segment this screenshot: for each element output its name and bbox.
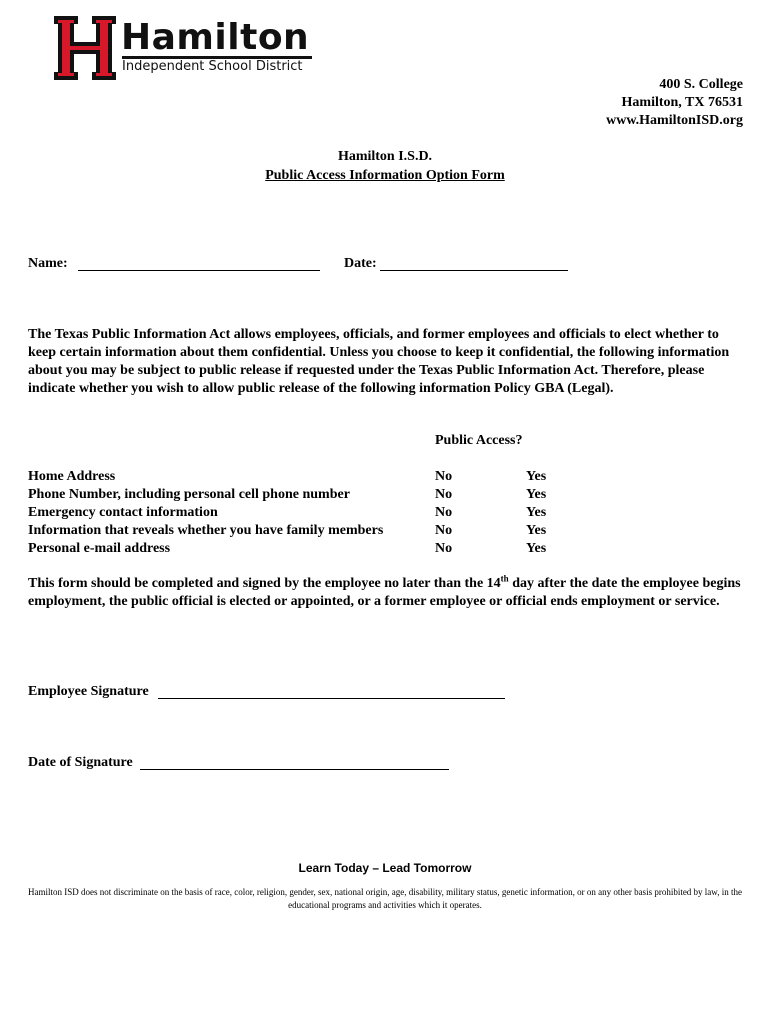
information-items <box>28 468 588 558</box>
option-yes[interactable]: Yes <box>526 505 547 520</box>
option-no[interactable]: No <box>435 523 453 538</box>
title-form-name: Public Access Information Option Form <box>265 168 505 183</box>
public-access-heading: Public Access? <box>435 433 523 448</box>
date-label: Date: <box>344 256 377 271</box>
address-street: 400 S. College <box>659 77 743 92</box>
footer-motto: Learn Today – Lead Tomorrow <box>298 861 472 875</box>
address-block <box>606 76 743 130</box>
address-city: Hamilton, TX 76531 <box>621 95 743 110</box>
completion-text-start: This form should be completed and signed by the employee no later than the 14 <box>28 576 501 591</box>
date-of-signature-label: Date of Signature <box>28 755 133 770</box>
completion-text-end: day after the date the employee begins employment, the public official is elected or appointed, or a former employee or official ends employment or service. <box>28 576 741 609</box>
date-field[interactable] <box>380 270 568 271</box>
address-website: www.HamiltonISD.org <box>606 113 743 128</box>
item-label: Personal e-mail address <box>28 541 171 556</box>
list-item <box>28 486 588 504</box>
date-of-signature-field[interactable] <box>140 769 449 770</box>
list-item <box>28 468 588 486</box>
completion-superscript: th <box>500 573 509 584</box>
footer-disclaimer: Hamilton ISD does not discriminate on the basis of race, color, religion, gender, sex, national origin, age, disability, military status, genetic information, or on any other basis prohibited by law, in the educational programs and activities which it operates. <box>28 887 742 910</box>
employee-signature-field[interactable] <box>158 698 505 699</box>
list-item <box>28 540 588 558</box>
option-yes[interactable]: Yes <box>526 487 547 502</box>
completion-paragraph <box>28 575 746 611</box>
employee-signature-label: Employee Signature <box>28 684 149 699</box>
option-yes[interactable]: Yes <box>526 541 547 556</box>
logo-subtitle: Independent School District <box>122 56 312 75</box>
option-no[interactable]: No <box>435 487 453 502</box>
h-letter-icon <box>52 14 118 82</box>
title-district: Hamilton I.S.D. <box>337 149 433 164</box>
item-label: Home Address <box>28 469 116 484</box>
form-title <box>0 147 770 185</box>
item-label: Emergency contact information <box>28 505 218 520</box>
district-logo <box>52 14 314 82</box>
option-no[interactable]: No <box>435 505 453 520</box>
list-item <box>28 522 588 540</box>
option-yes[interactable]: Yes <box>526 469 547 484</box>
item-label: Phone Number, including personal cell phone number <box>28 487 350 502</box>
logo-name: Hamilton <box>121 17 310 58</box>
option-yes[interactable]: Yes <box>526 523 547 538</box>
intro-paragraph: The Texas Public Information Act allows employees, officials, and former employees and officials to elect whether to keep certain information about them confidential. Unless you choose to keep it confidential, the following information about you may be subject to public release if requested under the Texas Public Information Act. Therefore, please indicate whether you wish to allow public release of the following information Policy GBA (Legal). <box>28 327 730 396</box>
name-field[interactable] <box>78 270 320 271</box>
name-date-row <box>28 256 748 276</box>
date-of-signature-row <box>28 755 458 775</box>
item-label: Information that reveals whether you have family members <box>28 523 384 538</box>
option-no[interactable]: No <box>435 469 453 484</box>
name-label: Name: <box>28 256 68 271</box>
list-item <box>28 504 588 522</box>
employee-signature-row <box>28 684 508 704</box>
option-no[interactable]: No <box>435 541 453 556</box>
